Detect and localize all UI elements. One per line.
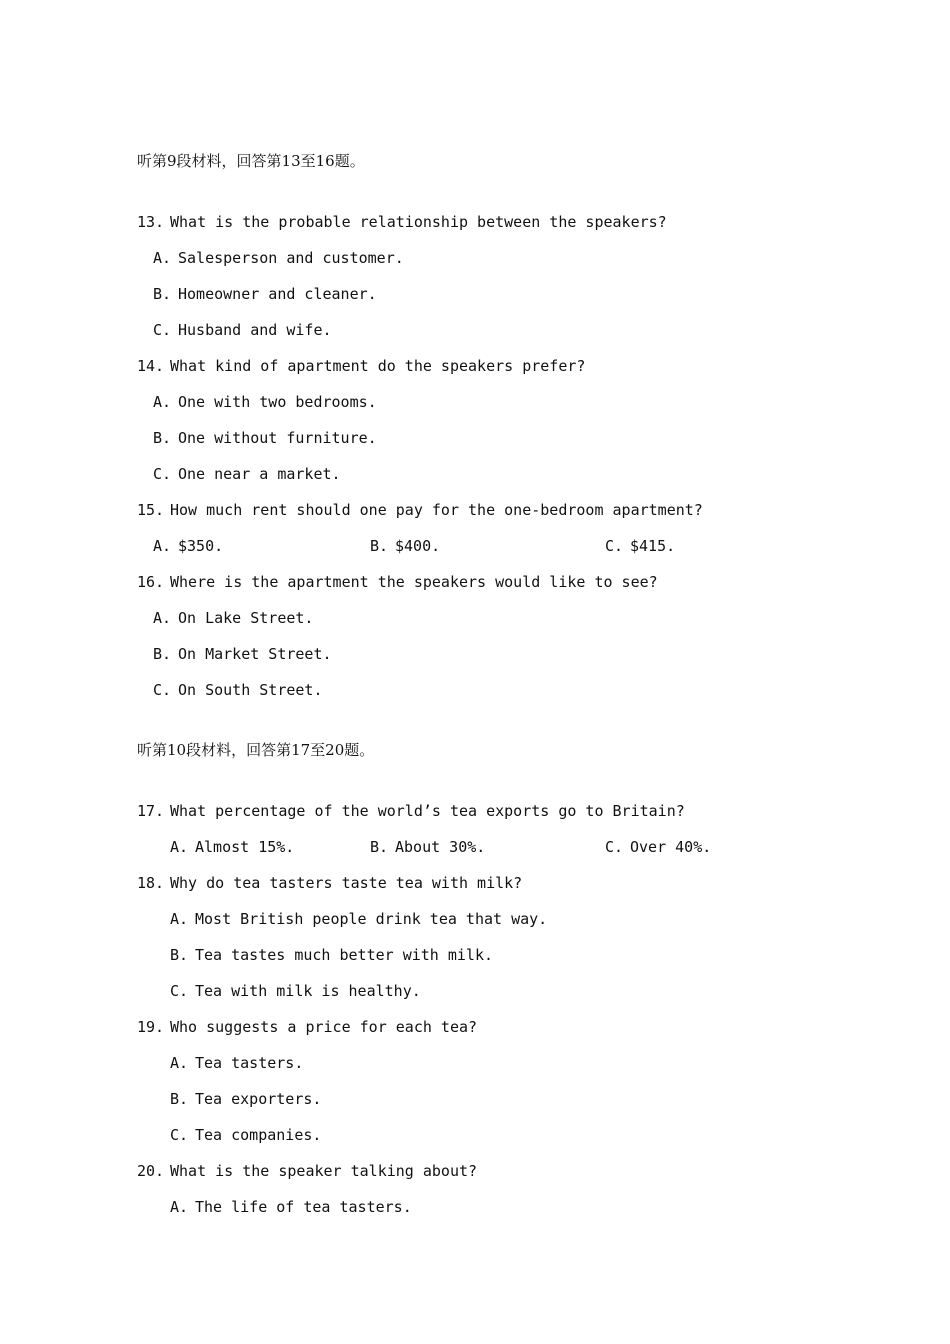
option-text: Almost 15%. [195, 838, 295, 856]
option-letter: A. [170, 1198, 189, 1216]
question-16 [137, 572, 658, 592]
option-text: One near a market. [178, 465, 341, 483]
question-text: What is the probable relationship between the speakers? [170, 213, 667, 231]
option-18b [170, 945, 493, 965]
question-20 [137, 1161, 477, 1181]
question-number: 16. [137, 573, 165, 591]
option-text: Homeowner and cleaner. [178, 285, 377, 303]
question-number: 14. [137, 357, 165, 375]
question-13 [137, 212, 667, 232]
option-letter: B. [170, 946, 189, 964]
option-letter: B. [153, 429, 172, 447]
question-19 [137, 1017, 477, 1037]
option-text: Husband and wife. [178, 321, 332, 339]
option-17b [370, 837, 485, 857]
option-14a [153, 392, 377, 412]
question-text: What kind of apartment do the speakers prefer? [170, 357, 586, 375]
option-14b [153, 428, 377, 448]
option-letter: C. [153, 681, 172, 699]
option-text: On South Street. [178, 681, 323, 699]
option-letter: B. [153, 285, 172, 303]
option-19c [170, 1125, 321, 1145]
option-letter: C. [153, 465, 172, 483]
option-16a [153, 608, 313, 628]
question-number: 18. [137, 874, 165, 892]
option-text: $400. [395, 537, 441, 555]
option-text: Salesperson and customer. [178, 249, 404, 267]
option-text: $350. [178, 537, 224, 555]
option-text: $415. [630, 537, 676, 555]
option-text: On Market Street. [178, 645, 332, 663]
option-15a [153, 536, 223, 556]
option-text: One without furniture. [178, 429, 377, 447]
question-number: 19. [137, 1018, 165, 1036]
option-text: The life of tea tasters. [195, 1198, 412, 1216]
option-letter: A. [153, 393, 172, 411]
question-number: 13. [137, 213, 165, 231]
option-letter: C. [153, 321, 172, 339]
option-13a [153, 248, 404, 268]
option-text: Tea tastes much better with milk. [195, 946, 494, 964]
option-text: Most British people drink tea that way. [195, 910, 548, 928]
option-15b [370, 536, 440, 556]
option-letter: B. [153, 645, 172, 663]
option-letter: A. [170, 910, 189, 928]
question-text: What is the speaker talking about? [170, 1162, 478, 1180]
option-letter: A. [153, 609, 172, 627]
option-text: About 30%. [395, 838, 486, 856]
question-15 [137, 500, 703, 520]
option-text: On Lake Street. [178, 609, 314, 627]
question-text: Where is the apartment the speakers would like to see? [170, 573, 658, 591]
option-letter: B. [370, 537, 389, 555]
option-15c [605, 536, 675, 556]
option-letter: C. [605, 537, 624, 555]
question-text: What percentage of the world’s tea exports go to Britain? [170, 802, 685, 820]
option-19b [170, 1089, 321, 1109]
question-text: Why do tea tasters taste tea with milk? [170, 874, 523, 892]
question-14 [137, 356, 585, 376]
question-text: Who suggests a price for each tea? [170, 1018, 478, 1036]
option-17a [170, 837, 294, 857]
option-letter: C. [170, 1126, 189, 1144]
option-20a [170, 1197, 412, 1217]
question-text: How much rent should one pay for the one-bedroom apartment? [170, 501, 703, 519]
option-text: One with two bedrooms. [178, 393, 377, 411]
option-letter: A. [153, 537, 172, 555]
option-14c [153, 464, 341, 484]
question-number: 15. [137, 501, 165, 519]
option-text: Tea tasters. [195, 1054, 304, 1072]
option-text: Tea exporters. [195, 1090, 322, 1108]
option-16c [153, 680, 323, 700]
section-heading-9: 听第9段材料，回答第13至16题。 [137, 152, 365, 170]
option-19a [170, 1053, 303, 1073]
option-13c [153, 320, 332, 340]
option-letter: C. [605, 838, 624, 856]
option-letter: A. [153, 249, 172, 267]
option-letter: A. [170, 838, 189, 856]
option-text: Over 40%. [630, 838, 712, 856]
option-letter: B. [370, 838, 389, 856]
option-18c [170, 981, 421, 1001]
option-17c [605, 837, 711, 857]
option-13b [153, 284, 377, 304]
option-text: Tea companies. [195, 1126, 322, 1144]
section-heading-10: 听第10段材料，回答第17至20题。 [137, 741, 375, 759]
option-18a [170, 909, 547, 929]
option-letter: C. [170, 982, 189, 1000]
question-18 [137, 873, 522, 893]
option-text: Tea with milk is healthy. [195, 982, 421, 1000]
question-number: 17. [137, 802, 165, 820]
option-16b [153, 644, 332, 664]
question-17 [137, 801, 685, 821]
option-letter: A. [170, 1054, 189, 1072]
option-letter: B. [170, 1090, 189, 1108]
question-number: 20. [137, 1162, 165, 1180]
